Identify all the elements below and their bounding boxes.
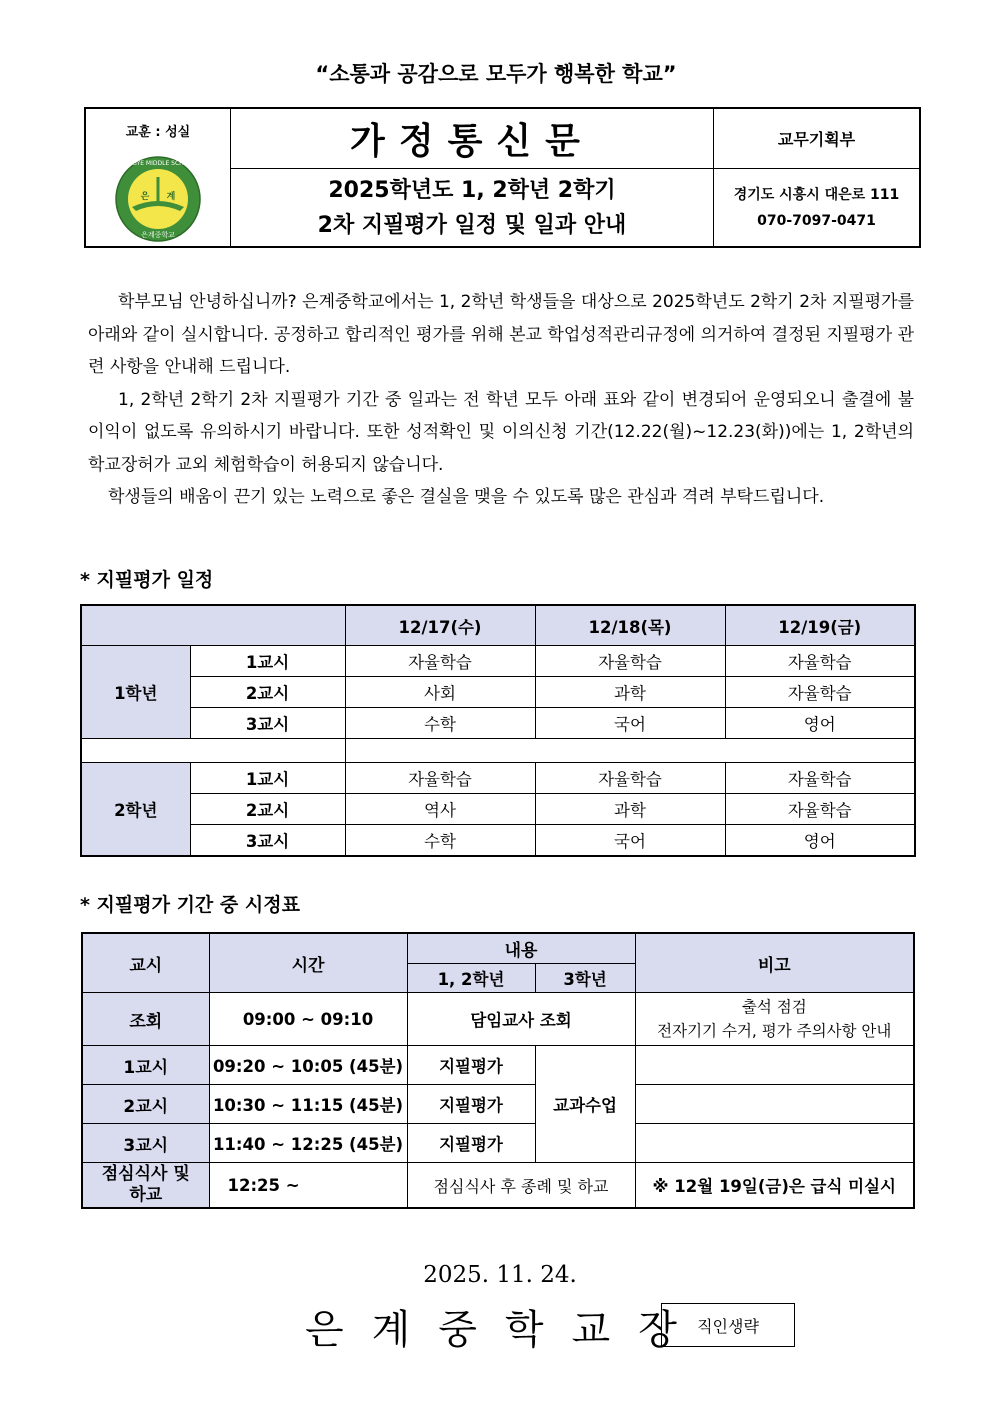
subject-cell: 자율학습 [535,763,725,794]
homeroom-label: 조회 [82,993,209,1046]
school-motto-banner: “소통과 공감으로 모두가 행복한 학교” [315,62,677,86]
homeroom-note [635,993,914,1046]
school-motto-label: 교훈 : 성실 [125,125,191,140]
subject-cell: 국어 [535,708,725,739]
school-logo [114,155,202,243]
subject-cell: 과학 [535,794,725,825]
period-label: 3교시 [190,825,345,857]
subject-cell: 사회 [345,677,535,708]
logo-right-char: 계 [166,192,176,202]
newsletter-header [84,107,921,248]
schedule-corner-cell [81,605,345,646]
lunch-label-line-2: 하교 [129,1185,163,1205]
period-label: 1교시 [190,646,345,677]
subject-cell: 자율학습 [725,794,915,825]
table-row [81,646,915,677]
spacer-cell [345,739,915,763]
note-cell [635,1124,914,1163]
schedule-date-header: 12/17(수) [345,605,535,646]
subject-cell: 자율학습 [725,646,915,677]
school-address: 경기도 시흥시 대은로 111 [733,186,900,203]
subject-cell: 영어 [725,825,915,857]
period-time: 11:40 ~ 12:25 (45분) [209,1124,407,1163]
spacer-cell [81,739,345,763]
schedule-date-header: 12/18(목) [535,605,725,646]
intro-paragraph-3: 학생들의 배움이 끈기 있는 노력으로 좋은 결실을 맺을 수 있도록 많은 관심과 격려 부탁드립니다. [108,487,825,507]
lunch-time: 12:25 ~ [209,1163,407,1209]
intro-paragraph-2: 1, 2학년 2학기 2차 지필평가 기간 중 일과는 전 학년 모두 아래 표와 같이 변경되어 운영되오니 출결에 불이익이 없도록 유의하시기 바랍니다. 또한 성적확인 및 이의신청 기간(12.22(월)~12.23(화))에는 1, 2학년의 학교장허가 교외 체험학습이 허용되지 않습니다. [88,389,914,475]
table-row [82,1124,914,1163]
department-label: 교무기획부 [714,109,919,169]
table-row [81,677,915,708]
table-row [82,1163,914,1209]
school-contact [714,169,919,246]
logo-left-char: 은 [140,192,150,202]
table-row [81,708,915,739]
table-row [81,763,915,794]
table-spacer-row [81,739,915,763]
header-logo-cell [86,109,231,246]
logo-bottom-text: 은계중학교 [141,231,175,239]
header-grade-3: 3학년 [535,963,635,993]
schedule-date-header: 12/19(금) [725,605,915,646]
lunch-label [82,1163,209,1209]
header-grade-1-2: 1, 2학년 [407,963,535,993]
daily-timetable-table [81,932,915,1209]
subject-cell: 역사 [345,794,535,825]
homeroom-note-line-1: 출석 점검 [741,998,807,1016]
homeroom-note-line-2: 전자기기 수거, 평가 주의사항 안내 [657,1022,892,1040]
intro-text [88,286,914,514]
grade-1-2-activity: 지필평가 [407,1046,535,1085]
logo-top-text: EUNGYE MIDDLE SCHOOL [119,160,197,167]
grade-1-2-activity: 지필평가 [407,1085,535,1124]
subject-cell: 자율학습 [535,646,725,677]
header-content: 내용 [407,933,635,963]
lunch-content: 점심식사 후 종례 및 하교 [407,1163,635,1209]
period-label: 1교시 [190,763,345,794]
table-row [81,794,915,825]
grade-2-label: 2학년 [81,763,190,857]
issue-date: 2025. 11. 24. [423,1262,577,1288]
subject-cell: 수학 [345,825,535,857]
table-row [82,993,914,1046]
grade-1-2-activity: 지필평가 [407,1124,535,1163]
grade-1-label: 1학년 [81,646,190,739]
homeroom-time: 09:00 ~ 09:10 [209,993,407,1046]
homeroom-content: 담임교사 조회 [407,993,635,1046]
timetable-section-title: * 지필평가 기간 중 시정표 [80,894,300,916]
note-cell [635,1085,914,1124]
period-label: 3교시 [82,1124,209,1163]
grade-3-activity: 교과수업 [535,1046,635,1163]
subject-cell: 자율학습 [345,763,535,794]
period-label: 2교시 [190,677,345,708]
period-label: 3교시 [190,708,345,739]
subject-cell: 자율학습 [345,646,535,677]
seal-omitted-box: 직인생략 [661,1303,795,1347]
header-time: 시간 [209,933,407,993]
principal-signature: 은계중학교장 [305,1307,705,1353]
subject-cell: 자율학습 [725,763,915,794]
header-note: 비고 [635,933,914,993]
lunch-note: ※ 12월 19일(금)은 급식 미실시 [635,1163,914,1209]
period-label: 2교시 [82,1085,209,1124]
school-phone: 070-7097-0471 [757,212,876,229]
period-time: 10:30 ~ 11:15 (45분) [209,1085,407,1124]
subject-cell: 자율학습 [725,677,915,708]
subject-cell: 영어 [725,708,915,739]
schedule-section-title: * 지필평가 일정 [80,569,214,591]
exam-schedule-table [80,604,916,857]
header-period: 교시 [82,933,209,993]
subject-cell: 국어 [535,825,725,857]
period-label: 2교시 [190,794,345,825]
newsletter-title: 가정통신문 [231,109,714,169]
subtitle-line-2: 2차 지필평가 일정 및 일과 안내 [317,212,627,238]
table-row [82,1046,914,1085]
table-row [82,1085,914,1124]
intro-paragraph-1: 학부모님 안녕하십니까? 은계중학교에서는 1, 2학년 학생들을 대상으로 2025학년도 2학기 2차 지필평가를 아래와 같이 실시합니다. 공정하고 합리적인 평가를 위해 본교 학업성적관리규정에 의거하여 결정된 지필평가 관련 사항을 안내해 드립니다. [88,292,914,377]
subtitle-line-1: 2025학년도 1, 2학년 2학기 [328,177,616,203]
subject-cell: 과학 [535,677,725,708]
table-row [81,825,915,857]
note-cell [635,1046,914,1085]
subject-cell: 수학 [345,708,535,739]
newsletter-subtitle [231,169,714,246]
period-time: 09:20 ~ 10:05 (45분) [209,1046,407,1085]
lunch-label-line-1: 점심식사 및 [101,1164,190,1184]
period-label: 1교시 [82,1046,209,1085]
